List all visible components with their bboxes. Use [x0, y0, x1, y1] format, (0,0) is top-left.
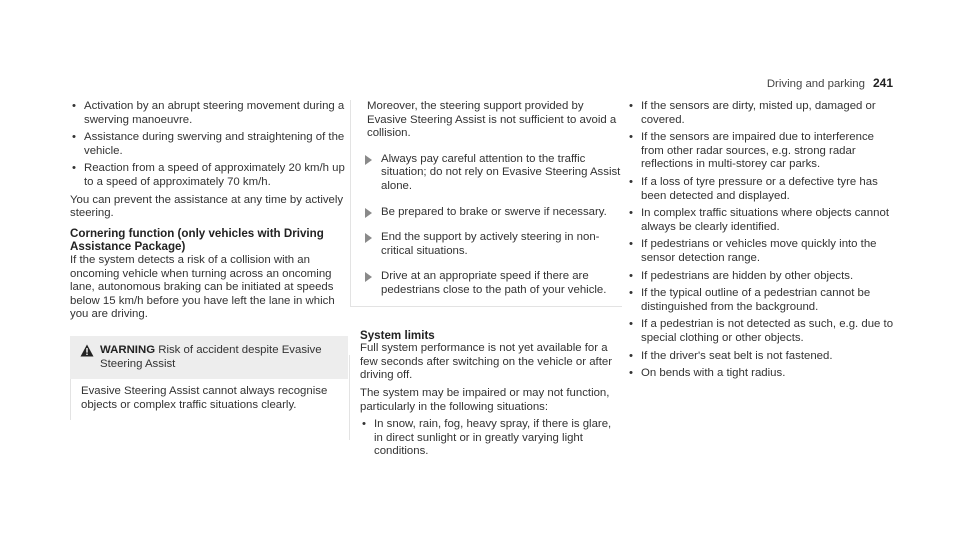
cornering-function-paragraph: If the system detects a risk of a collision with an oncoming vehicle when turning across an oncoming lane, autonomous braking can be initiated at speeds below 15 km/h before you have left the lane in which you are driving. — [70, 253, 335, 321]
system-limits-list — [360, 418, 622, 459]
action-text: Always pay careful attention to the traffic situation; do not rely on Evasive Steering Assist alone. — [381, 152, 621, 192]
system-impaired-paragraph: The system may be impaired or may not function, particularly in the following situations: — [360, 386, 610, 413]
system-limits-list-continued — [627, 100, 897, 381]
list-item: • Reaction from a speed of approximately 20 km/h up to a speed of approximately 70 km/h. — [70, 162, 350, 189]
action-item — [359, 206, 622, 220]
list-item: • If a pedestrian is not detected as such, e.g. due to special clothing or other objects. — [627, 318, 897, 345]
list-item: • If pedestrians or vehicles move quickly into the sensor detection range. — [627, 238, 897, 265]
warning-header — [70, 336, 348, 379]
list-item: • If the typical outline of a pedestrian cannot be distinguished from the background. — [627, 287, 897, 314]
warning-rule — [349, 355, 350, 440]
warning-triangle-icon — [80, 344, 94, 371]
evasive-steering-features-list — [70, 100, 350, 190]
warning-subtitle: Risk of accident despite Evasive Steering Assist — [100, 343, 322, 370]
column-middle — [360, 100, 622, 463]
warning-heading — [100, 344, 338, 371]
prevent-assistance-paragraph: You can prevent the assistance at any time by actively steering. — [70, 193, 344, 220]
list-item: • In complex traffic situations where objects cannot always be clearly identified. — [627, 207, 897, 234]
arrow-right-icon — [365, 155, 372, 165]
arrow-right-icon — [365, 233, 372, 243]
steering-support-paragraph: Moreover, the steering support provided by Evasive Steering Assist is not sufficient to avoid a collision. — [367, 100, 617, 140]
page-number: 241 — [872, 76, 893, 90]
warning-continuation — [350, 100, 622, 307]
list-item: • On bends with a tight radius. — [627, 367, 897, 381]
list-item: • If the sensors are impaired due to interference from other radar sources, e.g. strong radar reflections in multi-storey car parks. — [627, 131, 897, 172]
list-item: • Activation by an abrupt steering movement during a swerving manoeuvre. — [70, 100, 350, 127]
section-title: Driving and parking — [766, 78, 865, 90]
page-header — [767, 77, 893, 92]
action-item — [359, 153, 622, 194]
warning-box — [70, 336, 348, 420]
list-item: • If pedestrians are hidden by other objects. — [627, 270, 897, 284]
arrow-right-icon — [365, 208, 372, 218]
system-limits-heading: System limits — [360, 328, 435, 342]
list-item: • In snow, rain, fog, heavy spray, if there is glare, in direct sunlight or in greatly varying light conditions. — [360, 418, 622, 459]
list-item: • If a loss of tyre pressure or a defective tyre has been detected and displayed. — [627, 176, 897, 203]
cornering-function-heading: Cornering function (only vehicles with Driving Assistance Package) — [70, 226, 324, 254]
warning-body: Evasive Steering Assist cannot always recognise objects or complex traffic situations clearly. — [70, 379, 348, 420]
system-limits-paragraph: Full system performance is not yet available for a few seconds after switching on the vehicle or after driving off. — [360, 342, 612, 382]
list-item: • If the driver's seat belt is not fastened. — [627, 350, 897, 364]
action-text: End the support by actively steering in non-critical situations. — [381, 231, 600, 257]
action-item — [359, 231, 622, 258]
action-text: Be prepared to brake or swerve if necessary. — [381, 205, 607, 218]
action-item — [359, 270, 622, 297]
column-right — [627, 100, 897, 385]
action-text: Drive at an appropriate speed if there are pedestrians close to the path of your vehicle. — [381, 270, 607, 296]
warning-label: WARNING — [100, 343, 156, 356]
warning-actions-list — [359, 153, 622, 298]
column-left — [70, 100, 350, 420]
list-item: • If the sensors are dirty, misted up, damaged or covered. — [627, 100, 897, 127]
arrow-right-icon — [365, 272, 372, 282]
system-limits-section — [360, 329, 622, 459]
list-item: • Assistance during swerving and straightening of the vehicle. — [70, 131, 350, 158]
